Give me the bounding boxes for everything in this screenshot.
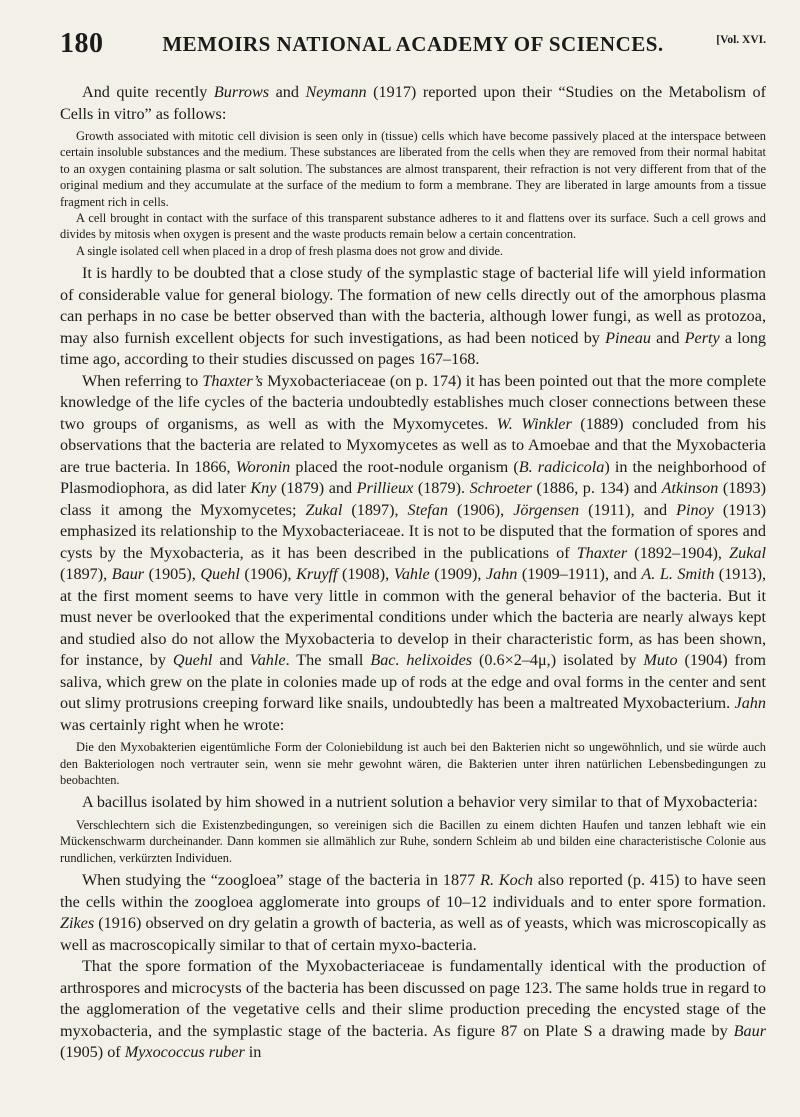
volume-label: [Vol. XVI. <box>716 34 766 46</box>
running-head <box>60 28 766 68</box>
block-quote-burrows <box>60 128 766 259</box>
paragraph-symplastic: It is hardly to be doubted that a close study of the symplastic stage of bacterial life will yield information of considerable value for general biology. The formation of new cells directly out of the amorphous plasma can perhaps in no case be better observed than with the bacteria, although lower fungi, as well as protozoa, may also furnish excellent objects for such investigations, as had been noticed by Pineau and Perty a long time ago, according to their studies discussed on pages 167–168. <box>60 264 767 369</box>
paragraph-myxobacteria: When referring to Thaxter’s Myxobacteriaceae (on p. 174) it has been pointed out that the more complete knowledge of the life cycles of the bacteria undoubtedly establishes much closer connections between these two groups of organisms, as well as with the Myxomycetes. W. Winkler (1889) concluded from his observations that the bacteria are related to Myxomycetes as well as to Amoebae and that the Myxobacteria are true bacteria. In 1866, Woronin placed the root-nodule organism (B. radicicola) in the neighborhood of Plasmodiophora, as did later Kny (1879) and Prillieux (1879). Schroeter (1886, p. 134) and Atkinson (1893) class it among the Myxomycetes; Zukal (1897), Stefan (1906), Jörgensen (1911), and Pinoy (1913) emphasized its relationship to the Myxobacteriaceae. It is not to be disputed that the formation of spores and cysts by the Myxobacteria, as it has been described in the publications of Thaxter (1892–1904), Zukal (1897), Baur (1905), Quehl (1906), Kruyff (1908), Vahle (1909), Jahn (1909–1911), and A. L. Smith (1913), at the first moment seems to have very little in common with the general behavior of the bacteria. But it must never be overlooked that the experimental conditions under which the bacteria are nearly always kept and studied also do not allow the Myxobacteria to develop in their characteristic form, as has been shown, for instance, by Quehl and Vahle. The small Bac. helixoides (0.6×2–4μ,) isolated by Muto (1904) from saliva, which grew on the plate in colonies made up of rods at the edge and oval forms in the center and sent out slimy protrusions creeping forward like snails, undoubtedly has been a maltreated Myxobacterium. Jahn was certainly right when he wrote: <box>60 371 767 734</box>
quote-paragraph: Verschlechtern sich die Existenzbedingungen, so vereinigen sich die Bacillen zu einem dichten Haufen und tanzen lebhaft wie ein Mückenschwarm durcheinander. Dann kommen sie allmählich zur Ruhe, sondern Schleim ab und bilden eine characteristische Colonie aus rundlichen, verkürzten Individuen. <box>60 817 766 865</box>
paragraph-zoogloea: When studying the “zoogloea” stage of the bacteria in 1877 R. Koch also reported (p. 415) to have seen the cells within the zoogloea agglomerate into groups of 10–12 individuals and to enter spore formation. Zikes (1916) observed on dry gelatin a growth of bacteria, as well as of yeasts, which was microscopically as well as macroscopically similar to that of certain myxo-bacteria. <box>60 871 766 954</box>
quote-paragraph: A single isolated cell when placed in a drop of fresh plasma does not grow and divide. <box>76 243 504 258</box>
author-name: Burrows <box>213 83 270 101</box>
quote-paragraph: Die den Myxobakterien eigentümliche Form der Coloniebildung ist auch bei den Bakterien nicht so ungewöhnlich, und sie würde auch den Bakteriologen noch vertrauter sein, wenn sie mehr gewohnt wären, die Bakterien unter ihren natürlichen Lebensbedingungen zu beobachten. <box>60 740 766 788</box>
block-quote-bacillus <box>60 817 766 866</box>
paragraph-intro: And quite recently Burrows and Neymann (1917) reported upon their “Studies on the Metabolism of Cells in vitro” as follows: <box>60 83 767 123</box>
running-title: MEMOIRS NATIONAL ACADEMY OF SCIENCES. <box>162 32 664 56</box>
paragraph-bacillus: A bacillus isolated by him showed in a nutrient solution a behavior very similar to that of Myxobacteria: <box>82 793 758 812</box>
quote-paragraph: A cell brought in contact with the surface of this transparent substance adheres to it and flattens over its surface. Such a cell grows and divides by mitosis when oxygen is present and the waste products remain below a certain concentration. <box>60 211 766 242</box>
page-number: 180 <box>60 28 104 59</box>
author-name: Neymann <box>305 83 367 101</box>
page <box>60 28 766 1064</box>
quote-paragraph: Growth associated with mitotic cell division is seen only in (tissue) cells which have become passively placed at the interspace between certain insoluble substances and the medium. These substances are liberated from the cells when they are removed from their normal habitat to an oxygen containing plasma or salt solution. The substances are almost transparent, their refraction is not very different from that of the original medium and they accumulate at the surface of the medium to form a membrane. They are liberated in large amounts from a tissue fragment rich in cells. <box>60 129 766 209</box>
paragraph-spore-formation: That the spore formation of the Myxobacteriaceae is fundamentally identical with the production of arthrospores and microcysts of the bacteria has been discussed on page 123. The same holds true in regard to the agglomeration of the vegetative cells and their slime production preceding the encysted stage of the myxobacteria, and the symplastic stage of the bacteria. As figure 87 on Plate S a drawing made by Baur (1905) of Myxococcus ruber in <box>60 957 766 1062</box>
block-quote-jahn <box>60 739 766 788</box>
